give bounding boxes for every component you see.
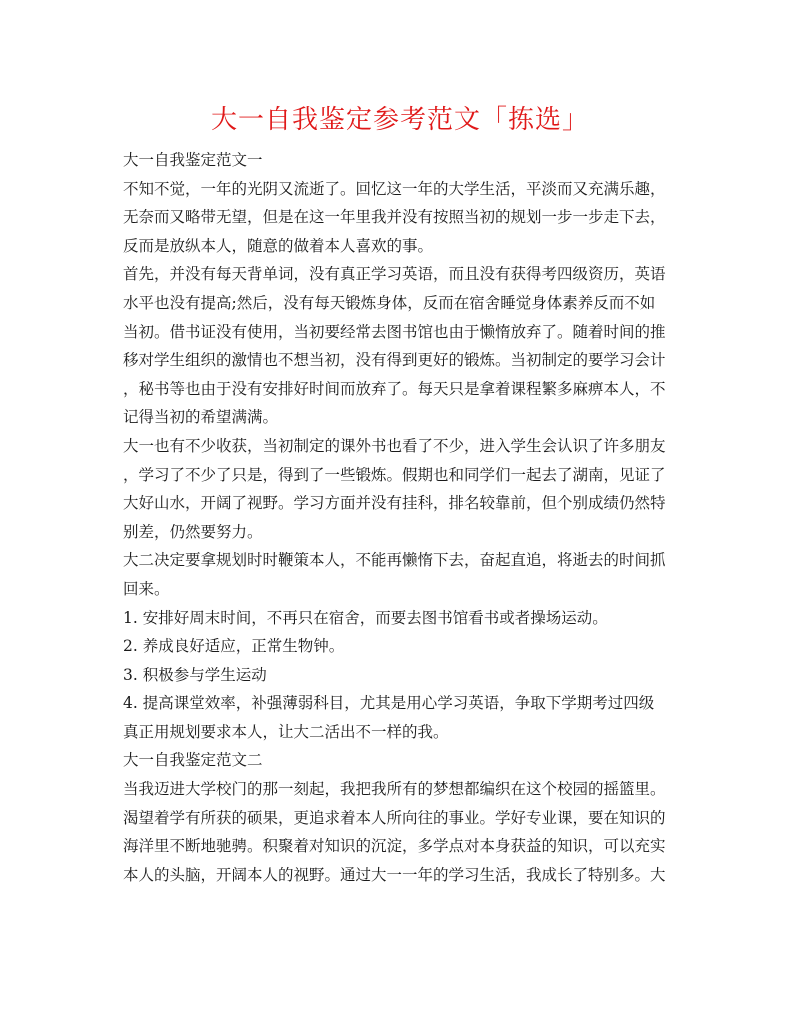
text-line: 大一自我鉴定范文一: [123, 151, 263, 169]
text-line: 本人的头脑，开阔本人的视野。通过大一一年的学习生活，我成长了特别多。大: [123, 865, 666, 884]
text-line: 首先，并没有每天背单词，没有真正学习英语，而且没有获得考四级资历，英语: [123, 265, 666, 284]
text-line: 当我迈进大学校门的那一刻起，我把我所有的梦想都编织在这个校园的摇篮里。: [123, 780, 666, 799]
text-line: 3. 积极参与学生运动: [123, 665, 267, 684]
text-line: 水平也没有提高;然后，没有每天锻炼身体，反而在宿舍睡觉身体素养反而不如: [123, 293, 656, 312]
text-line: 海洋里不断地驰骋。积聚着对知识的沉淀，多学点对本身获益的知识，可以充实: [123, 837, 666, 856]
text-line: 大一也有不少收获，当初制定的课外书也看了不少，进入学生会认识了许多朋友: [123, 436, 666, 455]
text-line: 大二决定要拿规划时时鞭策本人，不能再懒惰下去，奋起直追，将逝去的时间抓: [123, 551, 666, 570]
text-line: ，学习了不少了只是，得到了一些锻炼。假期也和同学们一起去了湖南，见证了: [123, 465, 666, 484]
text-line: 真正用规划要求本人，让大二活出不一样的我。: [123, 722, 449, 741]
text-line: 别差，仍然要努力。: [123, 522, 263, 541]
text-line: 无奈而又略带无望，但是在这一年里我并没有按照当初的规划一步一步走下去，: [123, 208, 666, 227]
text-line: 当初。借书证没有使用，当初要经常去图书馆也由于懒惰放弃了。随着时间的推: [123, 322, 666, 341]
text-line: 不知不觉，一年的光阴又流逝了。回忆这一年的大学生活，平淡而又充满乐趣，: [123, 179, 666, 198]
text-line: 大好山水，开阔了视野。学习方面并没有挂科，排名较靠前，但个别成绩仍然特: [123, 494, 666, 513]
text-line: 2. 养成良好适应，正常生物钟。: [123, 637, 345, 656]
text-line: 回来。: [123, 579, 170, 598]
text-line: ，秘书等也由于没有安排好时间而放弃了。每天只是拿着课程繁多麻痹本人，不: [123, 379, 666, 398]
text-line: 渴望着学有所获的硕果，更追求着本人所向往的事业。学好专业课，要在知识的: [123, 808, 666, 827]
document-title: 大一自我鉴定参考范文「拣选」: [210, 105, 589, 135]
text-line: 记得当初的希望满满。: [123, 408, 279, 427]
text-line: 移对学生组织的激情也不想当初，没有得到更好的锻炼。当初制定的要学习会计: [123, 351, 666, 370]
text-line: 反而是放纵本人，随意的做着本人喜欢的事。: [123, 236, 434, 255]
text-line: 1. 安排好周末时间，不再只在宿舍，而要去图书馆看书或者操场运动。: [123, 608, 608, 627]
text-line: 大一自我鉴定范文二: [123, 751, 263, 770]
document-body: [123, 146, 683, 889]
text-line: 4. 提高课堂效率，补强薄弱科目，尤其是用心学习英语，争取下学期考过四级: [123, 694, 655, 713]
